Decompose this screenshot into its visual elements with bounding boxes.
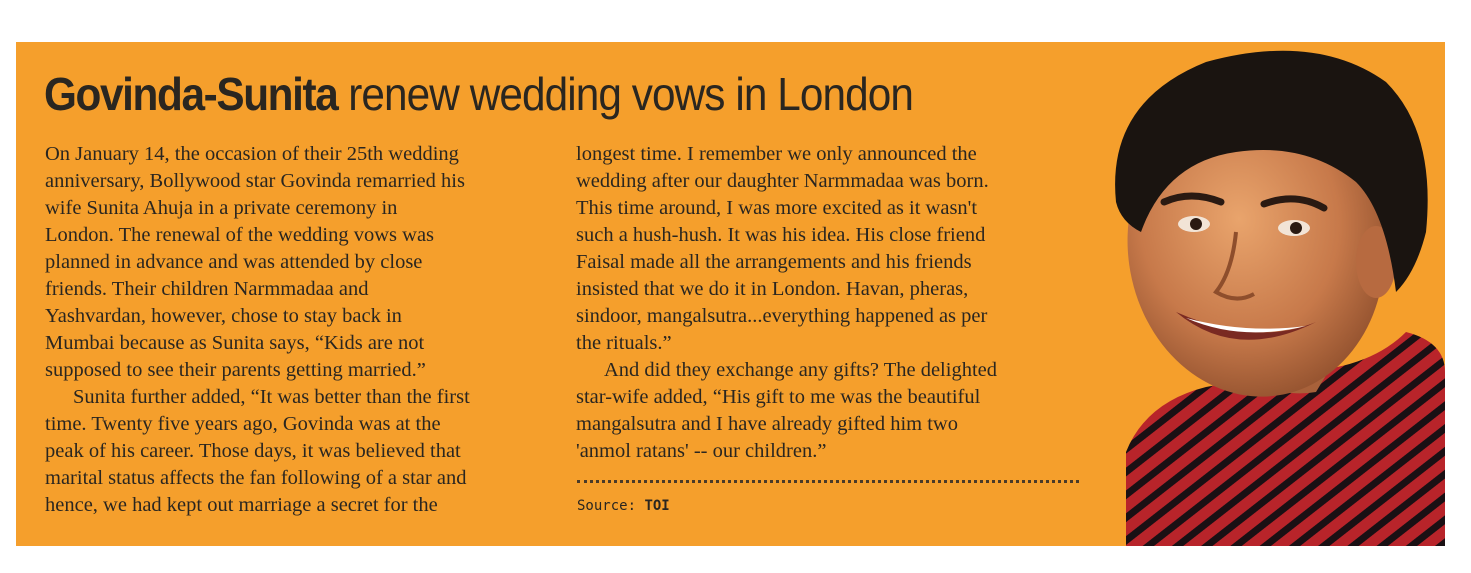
headline-rest: renew wedding vows in London (337, 68, 913, 120)
text-line: On January 14, the occasion of their 25th wedding (45, 143, 459, 165)
text-line: supposed to see their parents getting married.” (45, 359, 426, 381)
text-line: star-wife added, “His gift to me was the beautiful (576, 386, 981, 408)
text-line: longest time. I remember we only announced the (576, 143, 977, 165)
article-column-left (45, 141, 555, 519)
right-paragraph-2 (576, 357, 1086, 465)
text-line: Sunita further added, “It was better than the first (73, 386, 470, 408)
text-line: sindoor, mangalsutra...everything happened as per (576, 305, 988, 327)
text-line: wedding after our daughter Narmmadaa was born. (576, 170, 989, 192)
dotted-divider (577, 480, 1079, 483)
left-paragraph-1 (45, 141, 555, 384)
source-credit (577, 498, 670, 514)
text-line: insisted that we do it in London. Havan, pheras, (576, 278, 969, 300)
text-line: mangalsutra and I have already gifted him two (576, 413, 958, 435)
text-line: Faisal made all the arrangements and his friends (576, 251, 972, 273)
text-line: Mumbai because as Sunita says, “Kids are not (45, 332, 425, 354)
source-name: TOI (644, 498, 670, 514)
text-line: 'anmol ratans' -- our children.” (576, 440, 827, 462)
text-line: And did they exchange any gifts? The delighted (604, 359, 997, 381)
article-column-right (576, 141, 1086, 465)
text-line: such a hush-hush. It was his idea. His close friend (576, 224, 986, 246)
left-paragraph-2 (45, 384, 555, 519)
text-line: Yashvardan, however, chose to stay back in (45, 305, 402, 327)
news-clipping (16, 42, 1445, 546)
portrait-photo-icon (1086, 42, 1445, 546)
text-line: planned in advance and was attended by close (45, 251, 423, 273)
right-paragraph-1 (576, 141, 1086, 357)
headline (44, 64, 913, 124)
text-line: hence, we had kept out marriage a secret for the (45, 494, 438, 516)
text-line: marital status affects the fan following of a star and (45, 467, 467, 489)
source-label: Source: (577, 498, 637, 514)
text-line: anniversary, Bollywood star Govinda remarried his (45, 170, 465, 192)
text-line: London. The renewal of the wedding vows was (45, 224, 435, 246)
text-line: the rituals.” (576, 332, 672, 354)
text-line: time. Twenty five years ago, Govinda was at the (45, 413, 441, 435)
text-line: peak of his career. Those days, it was believed that (45, 440, 461, 462)
text-line: friends. Their children Narmmadaa and (45, 278, 369, 300)
headline-bold: Govinda-Sunita (44, 68, 338, 120)
text-line: wife Sunita Ahuja in a private ceremony in (45, 197, 398, 219)
text-line: This time around, I was more excited as it wasn't (576, 197, 978, 219)
